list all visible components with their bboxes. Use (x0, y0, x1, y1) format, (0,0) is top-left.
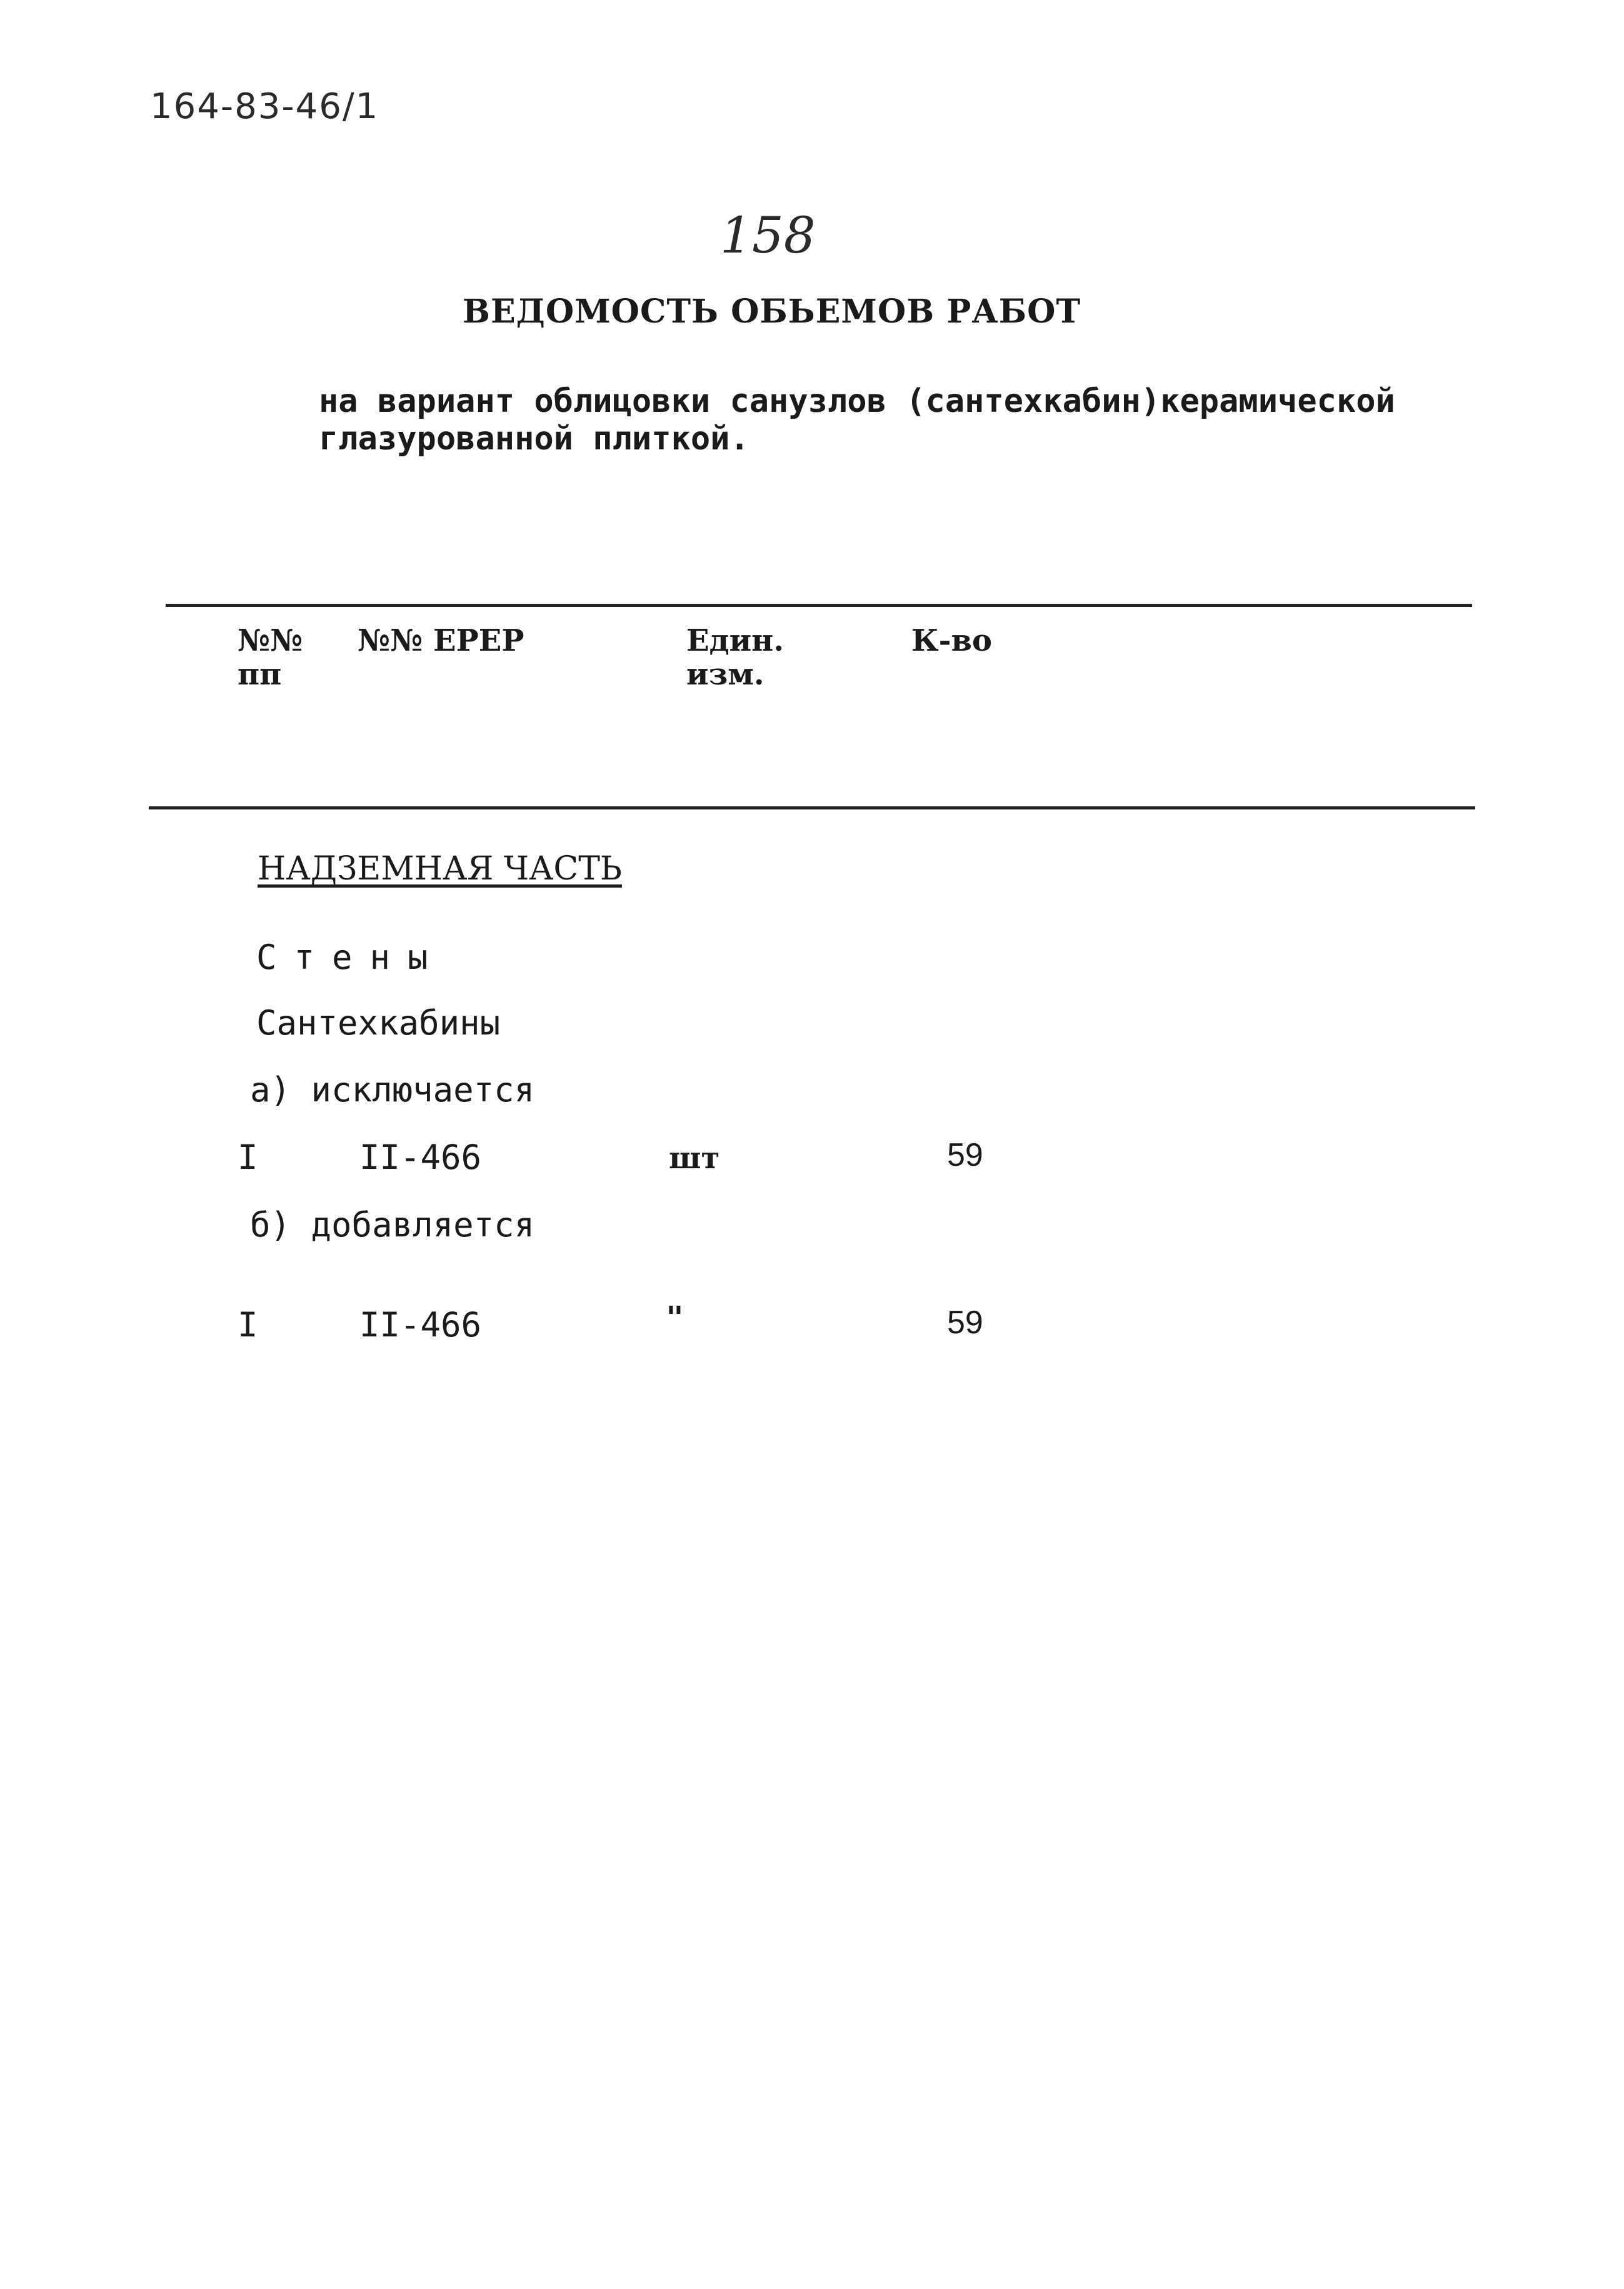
walls-heading: Стены (256, 938, 446, 977)
row-1-quantity: 59 (947, 1137, 983, 1173)
document-subtitle (319, 383, 1395, 458)
header-unit-line1: Един. (686, 623, 784, 658)
header-num-line2: пп (238, 657, 282, 692)
added-label: б) добавляется (250, 1205, 535, 1245)
excluded-label: а) исключается (250, 1070, 535, 1109)
document-code: 164-83-46/1 (150, 86, 379, 127)
section-title: НАДЗЕМНАЯ ЧАСТЬ (258, 850, 622, 888)
document-title: ВЕДОМОСТЬ ОБЬЕМОВ РАБОТ (463, 293, 1081, 331)
header-erer: №№ ЕРЕР (358, 623, 524, 658)
header-unit-line2: изм. (686, 657, 764, 692)
table-header-bottom-rule (149, 806, 1475, 809)
header-unit (686, 624, 784, 691)
header-num-line1: №№ (238, 623, 303, 658)
table-top-rule (166, 604, 1472, 607)
subtitle-line-2: глазурованной плиткой. (319, 420, 749, 458)
subtitle-line-1: на вариант облицовки санузлов (сантехкабин)керамической (319, 383, 1395, 420)
row-2-quantity: 59 (947, 1305, 983, 1341)
row-2-unit: " (666, 1300, 684, 1335)
row-1-number: I (238, 1138, 258, 1177)
row-1-code: II-466 (359, 1138, 482, 1177)
row-2-code: II-466 (359, 1305, 482, 1345)
page-number: 158 (720, 206, 816, 264)
row-2-number: I (238, 1305, 258, 1345)
row-1-unit: шт (669, 1141, 720, 1176)
header-row-number (238, 624, 303, 691)
header-quantity: К-во (911, 623, 992, 658)
cabins-heading: Сантехкабины (256, 1003, 501, 1043)
